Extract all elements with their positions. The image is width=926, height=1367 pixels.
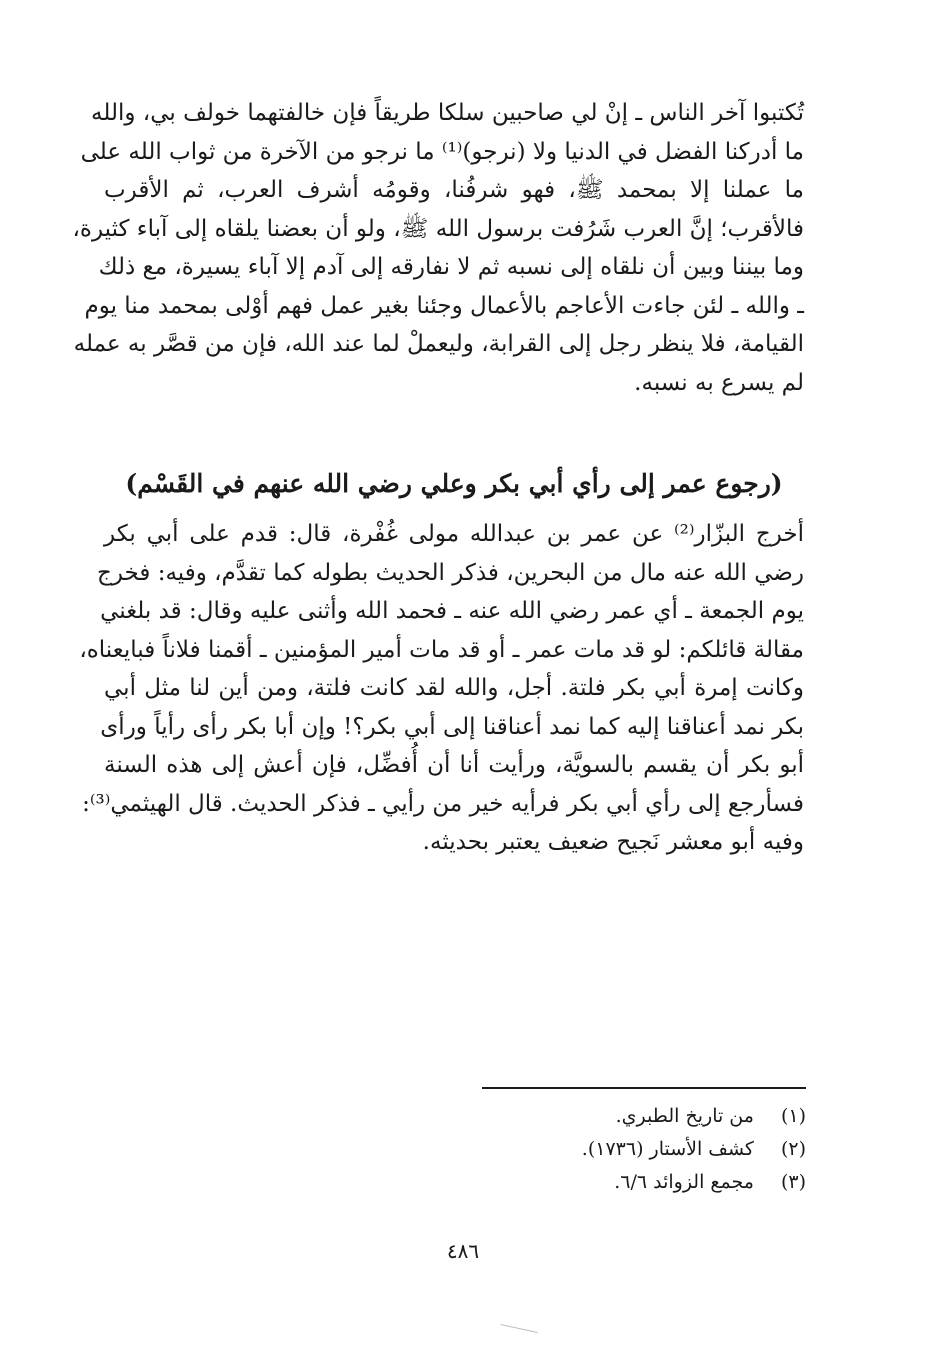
text-line: أبو بكر أن يقسم بالسويَّة، ورأيت أنا أن أُفضِّل، فإن أعش إلى هذه السنة [104, 752, 804, 778]
text-line: يوم الجمعة ـ أي عمر رضي الله عنه ـ فحمد الله وأثنى عليه وقال: قد بلغني [100, 598, 804, 624]
text-line: بكر نمد أعناقنا إليه كما نمد أعناقنا إلى أبي بكر؟! وإن أبا بكر رأى رأياً ورأى [100, 713, 804, 740]
text-line: رضي الله عنه مال من البحرين، فذكر الحديث بطوله كما تقدَّم، وفيه: فخرج [97, 559, 804, 586]
text-line: تُكتبوا آخر الناس ـ إنْ لي صاحبين سلكا طريقاً فإن خالفتهما خولف بي، والله [91, 100, 804, 126]
footnote-text: من تاريخ الطبري. [615, 1105, 754, 1127]
footnote-number: (١) [780, 1105, 806, 1127]
footnote-number: (٢) [780, 1138, 806, 1160]
footnotes [404, 1100, 806, 1199]
text-line: مقالة قائلكم: لو قد مات عمر ـ أو قد مات أمير المؤمنين ـ أقمنا فلاناً فبايعناه، [79, 636, 804, 663]
footnote-text: كشف الأستار (١٧٣٦). [581, 1138, 754, 1160]
text-line: لم يسرع به نسبه. [634, 369, 804, 396]
section-heading: (رجوع عمر إلى رأي أبي بكر وعلي رضي الله عنهم في القَسْم) [125, 469, 783, 498]
page-number: ٤٨٦ [446, 1239, 480, 1263]
footnote-separator [482, 1087, 806, 1089]
text-line: ما أدركنا الفضل في الدنيا ولا (نرجو)⁽¹⁾ ما نرجو من الآخرة من ثواب الله على [80, 138, 804, 165]
scan-artifact [500, 1324, 537, 1333]
text-line: فالأقرب؛ إنَّ العرب شَرُفت برسول الله ﷺ، ولو أن بعضنا يلقاه إلى آباء كثيرة، [72, 215, 804, 242]
text-line: فسأرجع إلى رأي أبي بكر فرأيه خير من رأيي ـ فذكر الحديث. قال الهيثمي⁽³⁾: [82, 790, 804, 817]
text-line: القيامة، فلا ينظر رجل إلى القرابة، وليعملْ لما عند الله، فإن من قصَّر به عمله [73, 331, 804, 357]
text-line: وفيه أبو معشر نَجيح ضعيف يعتبر بحديثه. [422, 829, 804, 855]
footnote-text: مجمع الزوائد ٦/٦. [614, 1171, 754, 1193]
footnote-item [404, 1100, 806, 1133]
text-line: ما عملنا إلا بمحمد ﷺ، فهو شرفُنا، وقومُه أشرف العرب، ثم الأقرب [104, 177, 804, 203]
text-line: وكانت إمرة أبي بكر فلتة. أجل، والله لقد كانت فلتة، ومن أين لنا مثل أبي [104, 675, 804, 701]
text-line: وما بيننا وبين أن نلقاه إلى نسبه ثم لا نفارقه إلى آدم إلا آباء يسيرة، مع ذلك [98, 254, 804, 280]
text-line: ـ والله ـ لئن جاءت الأعاجم بالأعمال وجئنا بغير عمل فهم أوْلى بمحمد منا يوم [84, 292, 804, 319]
paragraph-1 [72, 94, 804, 402]
footnote-item [404, 1133, 806, 1166]
footnote-number: (٣) [780, 1171, 806, 1193]
footnote-item [404, 1166, 806, 1199]
paragraph-2 [79, 515, 804, 862]
text-line: أخرج البزّار⁽²⁾ عن عمر بن عبدالله مولى غُفْرة، قال: قدم على أبي بكر [104, 521, 804, 547]
